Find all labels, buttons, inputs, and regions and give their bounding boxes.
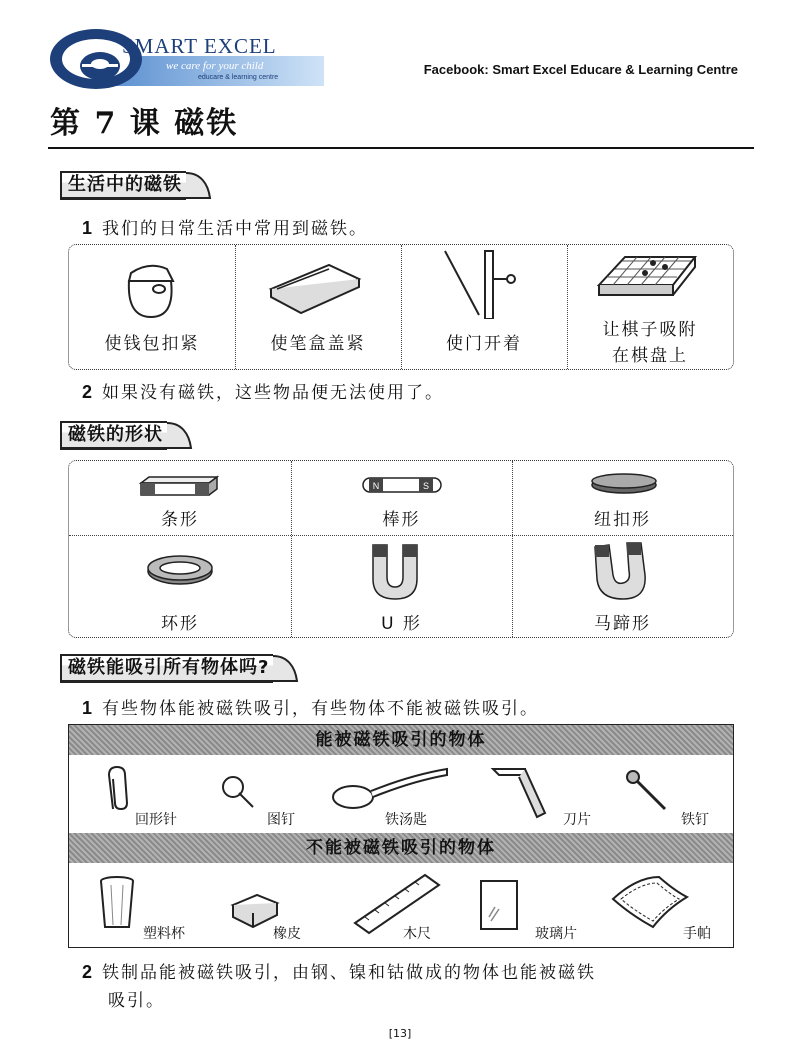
point-text: 有些物体能被磁铁吸引，有些物体不能被磁铁吸引。 — [102, 699, 540, 719]
magnet-uses-box — [68, 244, 734, 370]
tag-tail-icon — [167, 421, 193, 449]
attracted-item-blade: 刀片 — [563, 812, 591, 828]
point-number: 2 — [82, 382, 95, 402]
not-attracted-item-handkerchief: 手帕 — [683, 926, 711, 942]
point-text: 我们的日常生活中常用到磁铁。 — [102, 219, 369, 239]
glass-piece-icon — [477, 877, 521, 933]
attracted-item-paper-clip: 回形针 — [135, 812, 177, 828]
shape-ring-label: 环形 — [161, 614, 199, 634]
point-text: 如果没有磁铁，这些物品便无法使用了。 — [102, 383, 445, 403]
not-attracted-header: 不能被磁铁吸引的物体 — [69, 833, 733, 863]
attracted-header: 能被磁铁吸引的物体 — [69, 725, 733, 755]
chess-board-icon — [595, 251, 699, 307]
point-number: 2 — [82, 962, 95, 982]
logo-subtitle: educare & learning centre — [198, 74, 279, 81]
facebook-label: Facebook: Smart Excel Educare & Learning Centre — [423, 62, 738, 77]
tag-tail-icon — [273, 654, 299, 682]
section3-point2 — [82, 958, 596, 983]
iron-nail-icon — [625, 769, 669, 813]
point-number: 1 — [82, 218, 95, 238]
iron-spoon-icon — [331, 765, 451, 811]
wallet-clasp-icon — [119, 261, 183, 319]
attracted-item-iron-nail: 铁钉 — [681, 812, 709, 828]
divider — [69, 535, 733, 536]
attraction-table — [68, 724, 734, 948]
logo-tagline: we care for your child — [166, 60, 264, 72]
lesson-title: 第 7 课 磁铁 — [50, 106, 239, 141]
use-door-label: 使门开着 — [446, 334, 522, 354]
section1-point1 — [82, 214, 368, 239]
shape-horseshoe-label: 马蹄形 — [594, 614, 651, 634]
shape-bar-label: 条形 — [161, 510, 199, 530]
not-attracted-item-eraser: 橡皮 — [273, 926, 301, 942]
use-chess-label-line1: 让棋子吸附 — [602, 320, 698, 340]
section1-point2 — [82, 378, 444, 403]
attracted-item-iron-spoon: 铁汤匙 — [385, 812, 427, 828]
not-attracted-item-glass: 玻璃片 — [535, 926, 577, 942]
door-icon — [439, 249, 539, 319]
point-text: 铁制品能被磁铁吸引，由钢、镍和钴做成的物体也能被磁铁 — [102, 963, 597, 983]
rod-magnet-icon — [359, 475, 445, 495]
section3-point2-line2: 吸引。 — [108, 991, 165, 1011]
shape-button-label: 纽扣形 — [594, 510, 651, 530]
shape-u-label: U 形 — [381, 614, 422, 634]
attracted-item-thumbtack: 图钉 — [267, 812, 295, 828]
section-tag-label: 磁铁能吸引所有物体吗? — [60, 654, 273, 683]
section-tag-label: 磁铁的形状 — [60, 421, 167, 450]
button-magnet-icon — [589, 471, 659, 495]
pencil-box-icon — [265, 259, 365, 315]
blade-icon — [489, 765, 549, 821]
horseshoe-magnet-icon — [591, 541, 651, 603]
logo-text: SMART EXCEL — [122, 34, 277, 58]
use-chess-label-line2: 在棋盘上 — [612, 346, 688, 366]
thumbtack-icon — [221, 775, 257, 811]
pole-n-label: N — [372, 481, 380, 491]
u-magnet-icon — [367, 541, 423, 603]
handkerchief-icon — [607, 873, 691, 929]
paper-clip-icon — [105, 765, 133, 813]
shape-rod-label: 棒形 — [382, 510, 421, 530]
use-pencil-box-label: 使笔盒盖紧 — [270, 334, 366, 354]
page-number: [13] — [388, 1027, 412, 1040]
point-number: 1 — [82, 698, 95, 718]
not-attracted-item-wooden-ruler: 木尺 — [403, 926, 431, 942]
tag-tail-icon — [186, 171, 212, 199]
ring-magnet-icon — [145, 553, 215, 587]
logo — [48, 26, 324, 92]
section-tag-daily-life — [60, 171, 212, 199]
magnet-shapes-box — [68, 460, 734, 638]
not-attracted-item-plastic-cup: 塑料杯 — [143, 926, 185, 942]
section-tag-shapes — [60, 421, 193, 449]
section-tag-label: 生活中的磁铁 — [60, 171, 186, 200]
plastic-cup-icon — [97, 875, 137, 931]
pole-s-label: S — [422, 481, 430, 491]
header-divider — [48, 147, 754, 149]
bar-magnet-icon — [137, 473, 221, 499]
section-tag-attraction — [60, 654, 299, 682]
use-wallet-label: 使钱包扣紧 — [104, 334, 200, 354]
section3-point1 — [82, 694, 539, 719]
